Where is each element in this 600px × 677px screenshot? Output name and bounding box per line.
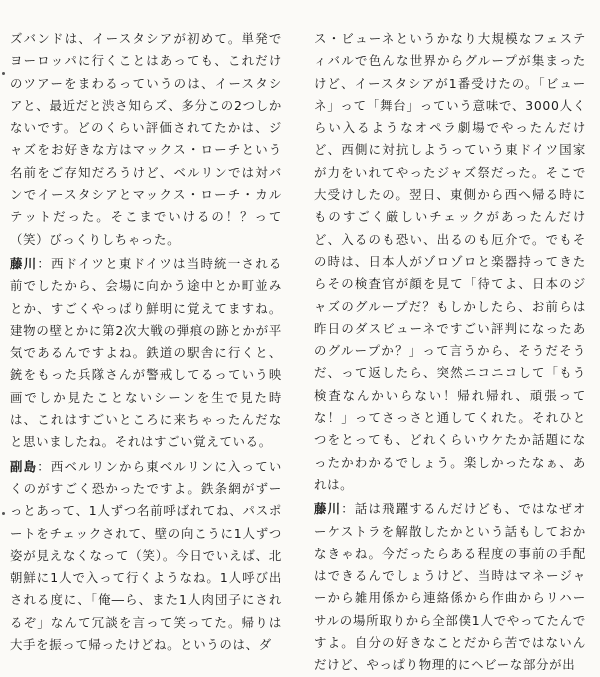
fukushima-remark-1 [10, 456, 282, 657]
left-column [10, 28, 282, 656]
speaker-name: 藤川 [10, 255, 38, 271]
remark-text: ：西ドイツと東ドイツは当時統一される前でしたから、会場に向かう途中とか町並みとか、すごくやっぱり鮮明に覚えてますね。建物の壁とかに第2次大戦の弾痕の跡とかが平気であるんですよね。鉄道の駅舎に行くと、銃をもった兵隊さんが警戒してるっていう映画でしか見たことないシーンを生で見た時は、これはすごいところに来ちゃったんだなと思いましたね。それはすごい覚えている。 [10, 255, 282, 450]
continuation-paragraph: ス・ビューネというかなり大規模なフェスティバルで色んな世界からグループが集まったけど、イースタシアが1番受けたの。「ビューネ」って「舞台」っていう意味で、3000人くらい入るようなオペラ劇場でやったんだけど、西側に対抗しようっていう東ドイツ国家が力をいれてやったジャズ祭だった。そこで大受けしたの。翌日、東側から西へ帰る時にものすごく厳しいチェックがあったんだけど、入るのも恐い、出るのも厄介で。でもその時は、日本人がゾロゾロと楽器持ってきたらその検査官が顔を見て「待てよ、日本のジャズのグループだ？もしかしたら、お前らは昨日のダスビューネですごい評判になったあのグループか？」って言うから、そうだそうだ、って返したら、突然ニコニコして「もう検査なんかいらない！帰れ帰れ、頑張ってな！」ってさっさと通してくれた。それひとつをとっても、どれくらいウケたか話題になったかわかるでしょう。楽しかったなぁ、あれは。 [314, 31, 586, 492]
binding-mark-top [2, 72, 5, 75]
speaker-name: 藤川 [314, 501, 342, 517]
remark-text: ：西ベルリンから東ベルリンに入っていくのがすごく恐かったですよ。鉄条網がずーっとあって、1人ずつ名前呼ばれてね、パスポートをチェックされて、壁の向こうに1人ずつ姿が見えなくなって（笑）。今日でいえば、北朝鮮に1人で入って行くようなね。1人呼び出される度に、「俺―ら、また1人肉団子にされるぞ」なんて冗談を言って笑ってた。帰りは大手を振って帰ったけどね。というのは、ダ [10, 458, 282, 653]
speaker-name: 副島 [10, 458, 38, 474]
fujikawa-remark-2 [314, 498, 586, 676]
fujikawa-remark-1 [10, 253, 282, 454]
binding-mark-bottom [2, 512, 5, 515]
right-column [314, 28, 586, 677]
intro-paragraph: ズバンドは、イースタシアが初めて。単発でヨーロッパに行くことはあっても、これだけのツアーをまわるっていうのは、イースタシアと、最近だと渋さ知らズ、多分この2つしかないです。どのくらい評価されてたかは、ジャズをお好きな方はマックス・ローチという名前をご存知だろうけど、ベルリンでは対バンでイースタシアとマックス・ローチ・カルテットだった。そこまでいけるの！？って（笑）びっくりしちゃった。 [10, 31, 282, 247]
remark-text: ：話は飛躍するんだけども、ではなぜオーケストラを解散したかという話もしておかなきゃね。今だったらある程度の事前の手配はできるんでしょうけど、当時はマネージャーから雑用係から連絡係から作曲からリハーサルの場所取りから全部僕1人でやってたんですよ。自分の好きなことだから苦ではないんだけど、やっぱり物理的にヘビーな部分が出 [314, 501, 586, 673]
